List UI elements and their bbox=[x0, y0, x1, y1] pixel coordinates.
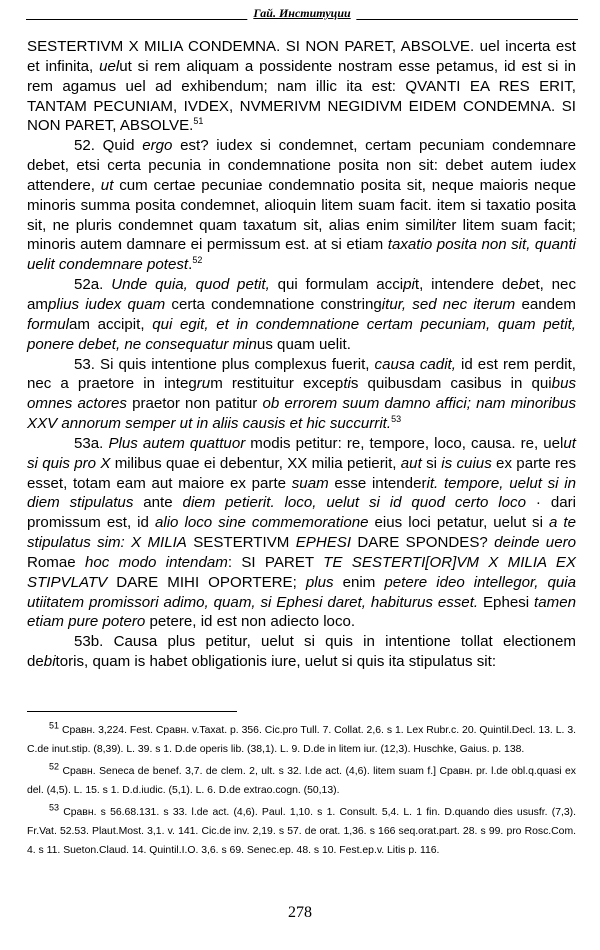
running-header bbox=[26, 6, 578, 22]
paragraph-53b: 53b. Causa plus petitur, uelut si quis in intentione tollat electionem debitoris, quam is habet obligationis iure, uelut si quis ita stipulatus sit: bbox=[27, 633, 576, 671]
footnote-ref-51[interactable]: 51 bbox=[193, 116, 204, 127]
footnote-51 bbox=[27, 722, 576, 759]
footnote-number: 51 bbox=[49, 720, 60, 731]
footnote-52 bbox=[27, 763, 576, 800]
main-text bbox=[27, 37, 576, 672]
running-title: Гай. Институции bbox=[247, 6, 356, 20]
footnote-ref-53[interactable]: 53 bbox=[391, 414, 402, 424]
footnote-number: 52 bbox=[49, 761, 60, 772]
footnote-text: Сравн. s 56.68.131. s 33. l.de act. (4,6). Paul. 1,10. s 1. Consult. 5,4. L. 1 fin. D.quando dies ususfr. (7,3). Fr.Vat. 52.53. Plaut.Most. 3,1. v. 141. Cic.de inv. 2,19. s 57. de orat. 1,36. s 166 seq.orat.part. 28. s 99. pro Rosc.Com. 4. s 11. Sueton.Claud. 14. Quintil.I.O. 3,6. s 69. Senec.ep. 48. s 10. Fest.ep.v. Litis p. 116. bbox=[27, 807, 576, 856]
footnote-ref-52[interactable]: 52 bbox=[192, 255, 203, 266]
footnote-number: 53 bbox=[49, 802, 60, 813]
paragraph-51-continuation: SESTERTIVM X MILIA CONDEMNA. SI NON PARET, ABSOLVE. uel incerta est et infinita, uelut si rem aliquam a possidente nostram esse petamus, id est si in rem agamus uel ad exhibendum; nam illic ita est: QVANTI EA RES ERIT, TANTAM PECUNIAM, IVDEX, NVMERIVM NEGIDIVM EIDEM CONDEMNA. SI NON PARET, ABSOLVE.$^{51}$ bbox=[27, 38, 576, 135]
footnote-text: Сравн. Seneca de benef. 3,7. de clem. 2, ult. s 32. l.de act. (4,6). litem suam f.] Сравн. pr. l.de obl.q.quasi ex del. (4,5). L. 15. s 1. D.d.iudic. (5,1). L. 6. D.de extrao.cogn. (50,13). bbox=[27, 766, 577, 796]
paragraph-52: 52. Quid ergo est? iudex si condemnet, certam pecuniam condemnare debet, etsi certa pecunia in condemnatione posita non sit: debet autem iudex attendere, ut cum certae pecuniae condemnatio posita sit, neque maioris neque minoris summa posita condemnet, alioquin litem suam facit. item si taxatio posita sit, ne pluris condemnet quam taxatum sit, alias enim similiter litem suam facit; minoris autem damnare ei permissum est. at si etiam taxatio posita non sit, quanti uelit condemnare potest.$^{52}$ bbox=[27, 137, 577, 274]
footnote-separator bbox=[27, 711, 237, 712]
footnote-53 bbox=[27, 804, 576, 860]
paragraph-53a: 53a. Plus autem quattuor modis petitur: re, tempore, loco, causa. re, uelut si quis pro X milibus quae ei debentur, XX milia petierit, aut si is cuius ex parte res esset, totam eam aut maiore ex parte suam esse intenderit. tempore, uelut si in diem stipulatus ante diem petierit. loco, uelut si id quod certo loco · dari promissum est, id alio loco sine commemoratione eius loci petatur, uelut si a te stipulatus sim: X MILIA SESTERTIVM EPHESI DARE SPONDES? deinde uero Romae hoc modo intendam: SI PARET TE SESTERTI[OR]VM X MILIA EX STIPVLATV DARE MIHI OPORTERE; plus enim petere ideo intellegor, quia utiitatem promissori adimo, quam, si Ephesi daret, habiturus esset. Ephesi tamen etiam pure potero petere, id est non adiecto loco. bbox=[27, 434, 577, 631]
paragraph-52a: 52a. Unde quia, quod petit, qui formulam accipit, intendere debet, nec amplius iudex quam certa condemnatione constringitur, sed nec iterum eandem formulam accipit, qui egit, et in condemnatione certam pecuniam, quam petit, ponere debet, ne consequatur minus quam uelit. bbox=[27, 276, 576, 353]
paragraph-53: 53. Si quis intentione plus complexus fuerit, causa cadit, id est rem perdit, nec a praetore in integrum restituitur exceptis quibusdam casibus in quibus omnes actores praetor non patitur ob errorem suum damno affici; nam minoribus XXV annorum semper ut in aliis causis et hic succurrit.$^{53}$ bbox=[27, 355, 577, 433]
page-number: 278 bbox=[288, 904, 312, 921]
footnotes bbox=[27, 722, 576, 864]
footnote-text: Сравн. 3,224. Fest. Сравн. v.Taxat. p. 356. Cic.pro Tull. 7. Collat. 2,6. s 1. Lex Rubr.c. 20. Quintil.Decl. 13. L. 3. C.de inut.stip. (8,39). L. 39. s 1. D.de operis lib. (38,1). L. 9. D.de in litem iur. (12,3). Huschke, Gaius. p. 138. bbox=[27, 725, 577, 755]
